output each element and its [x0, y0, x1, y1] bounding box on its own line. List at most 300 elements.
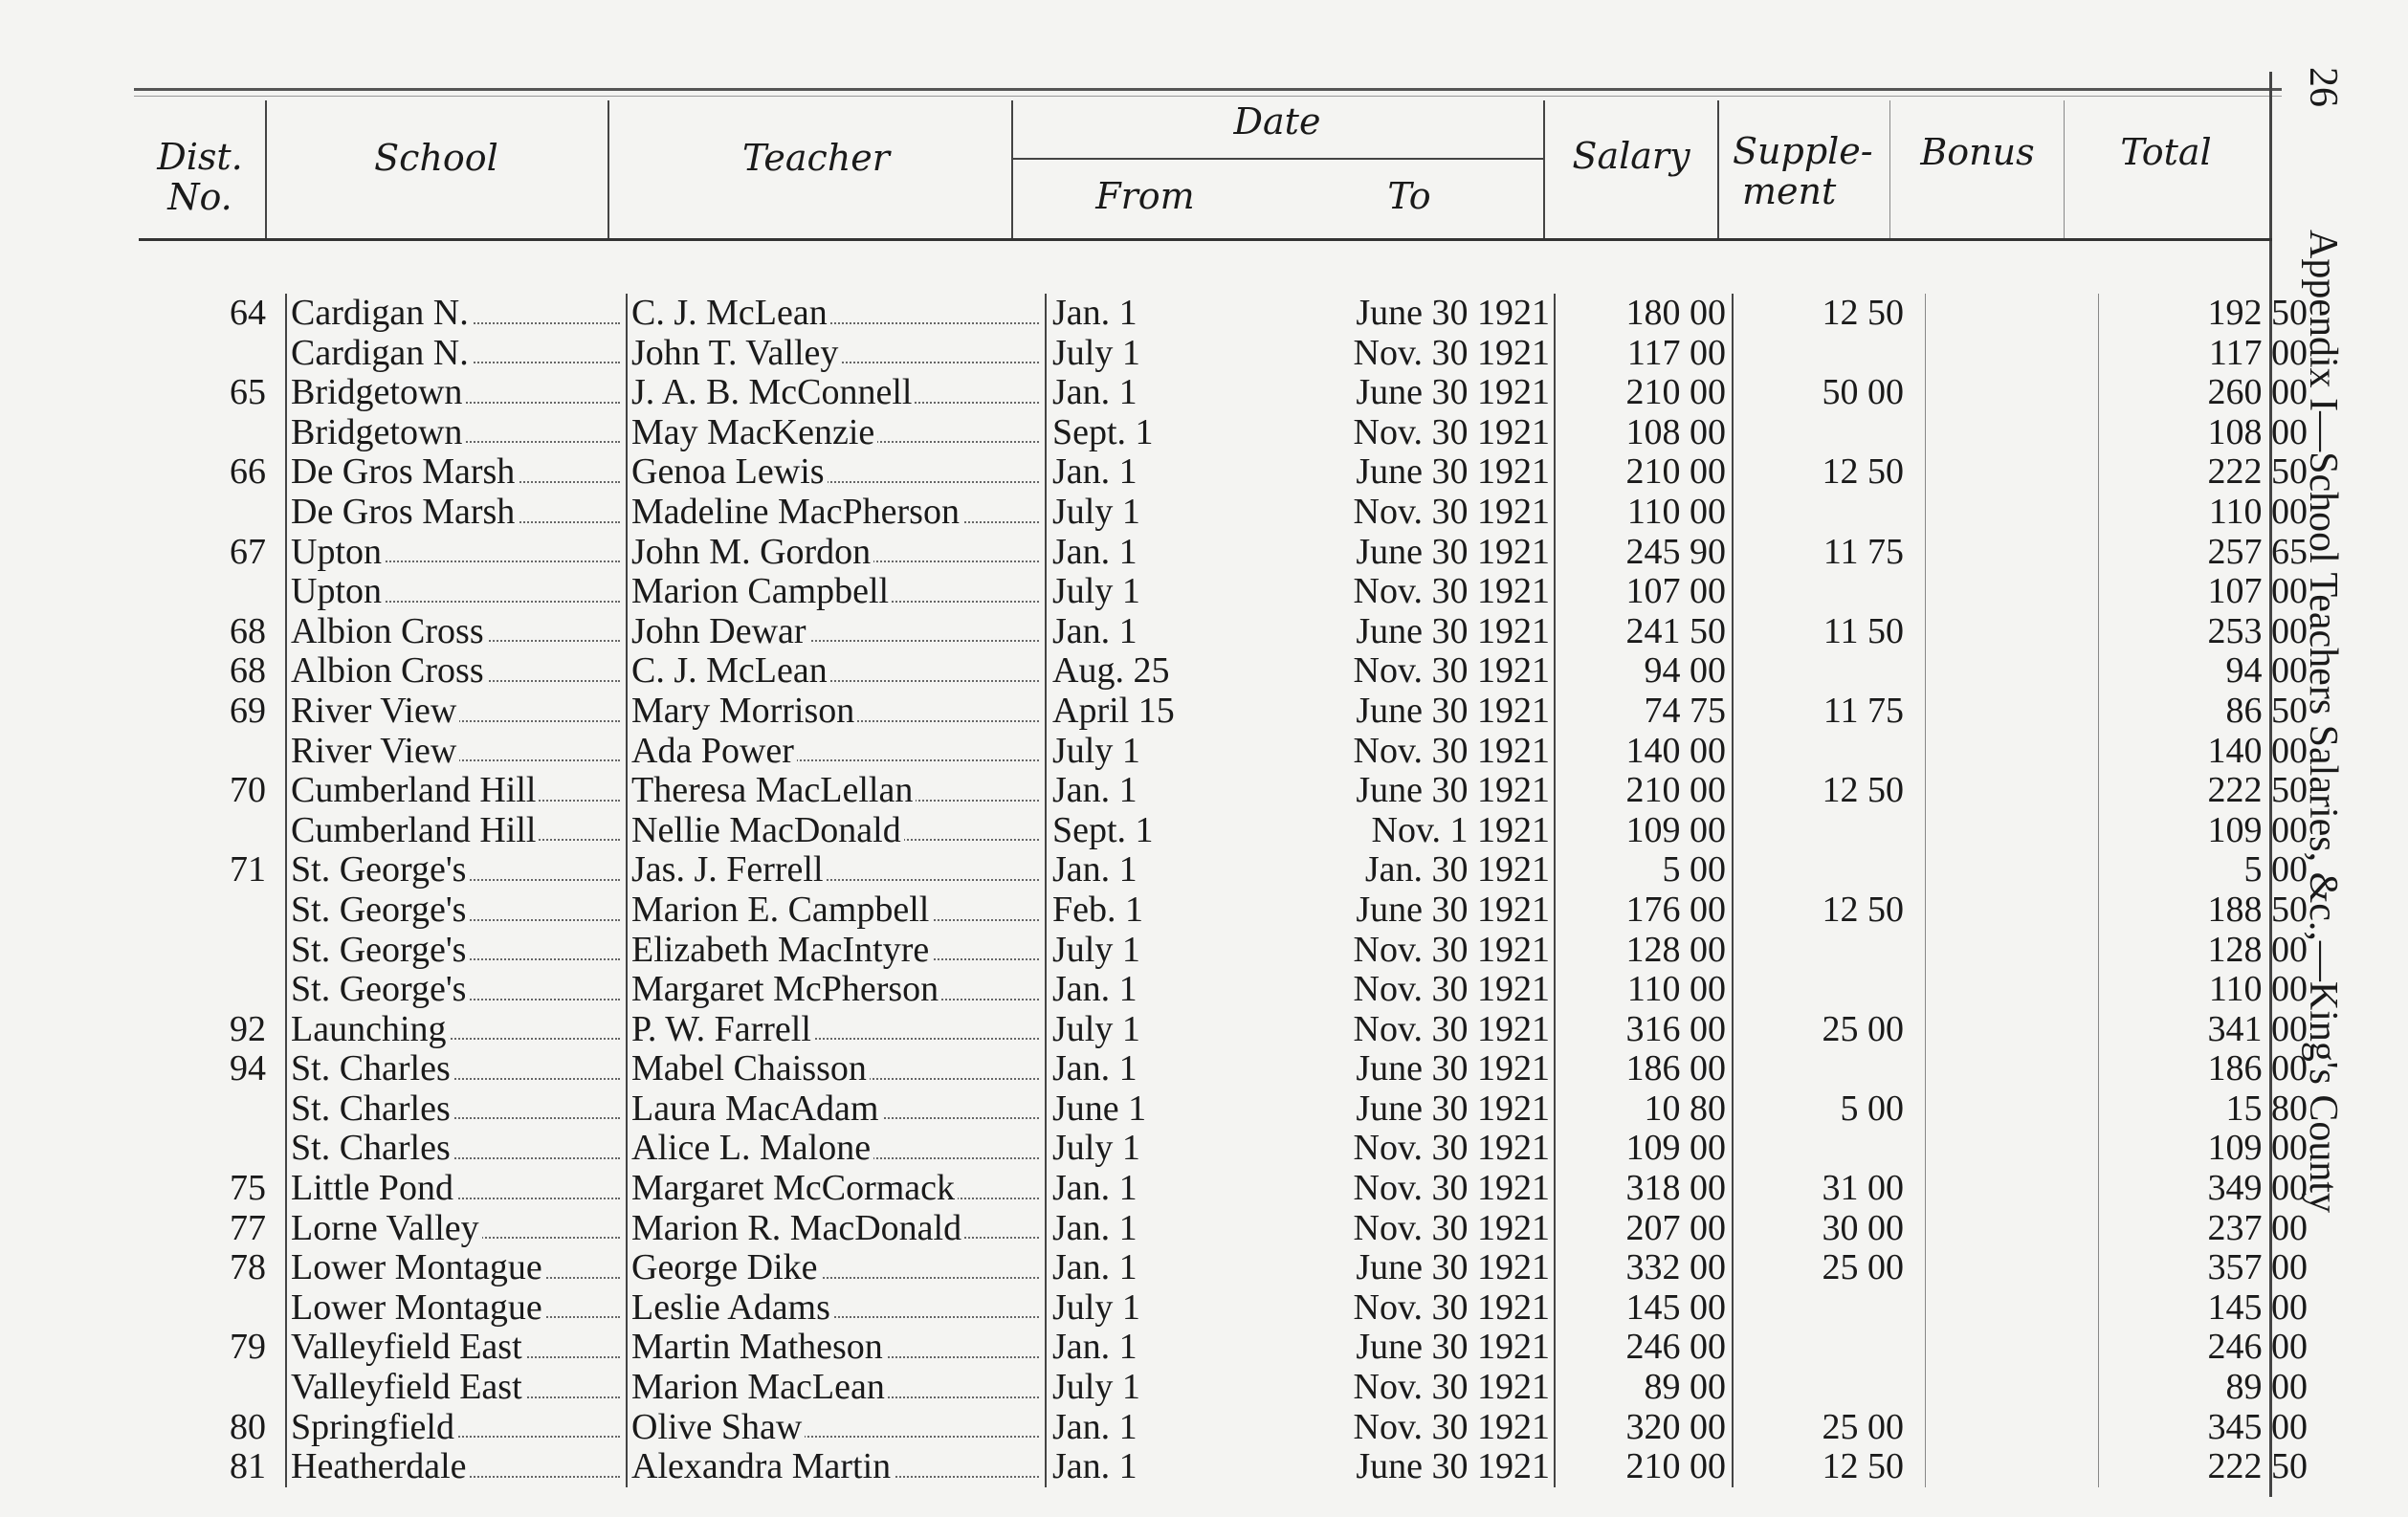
teacher-cell	[627, 1248, 1046, 1288]
teacher-cell	[627, 452, 1046, 493]
dist-cell: 68	[230, 611, 266, 651]
total-cell: 110 00	[2099, 970, 2309, 1010]
bonus-cell	[1926, 373, 2099, 413]
school-cell-text: St. George's	[291, 890, 469, 930]
supplement-cell: 11 50	[1733, 612, 1926, 652]
total-cell: 253 00	[2099, 612, 2309, 652]
to-cell: Nov. 1 1921	[1371, 810, 1550, 850]
salary-cell: 74 75	[1555, 692, 1733, 732]
from-cell: Jan. 1	[1046, 1169, 1301, 1209]
to-cell: June 30 1921	[1356, 373, 1550, 413]
teacher-cell	[627, 1328, 1046, 1368]
teacher-cell	[627, 1209, 1046, 1249]
table-row	[139, 1089, 2308, 1130]
teacher-cell	[627, 811, 1046, 851]
teacher-cell	[627, 692, 1046, 732]
to-cell: June 30 1921	[1356, 452, 1550, 493]
school-cell	[286, 1209, 627, 1249]
dist-cell: 81	[230, 1447, 266, 1487]
to-cell: June 30 1921	[1356, 890, 1550, 930]
from-cell: Jan. 1	[1046, 612, 1301, 652]
salary-cell: 318 00	[1555, 1169, 1733, 1209]
from-cell: Jan. 1	[1046, 850, 1301, 890]
salary-cell: 176 00	[1555, 890, 1733, 931]
header-dist-label: Dist.	[157, 136, 243, 178]
table-row	[139, 1408, 2308, 1448]
teacher-cell	[627, 1049, 1046, 1089]
teacher-cell-text: John M. Gordon	[631, 533, 873, 572]
to-cell: Nov. 30 1921	[1353, 1407, 1550, 1447]
school-cell-text: St. George's	[291, 850, 469, 890]
school-cell-text: Cardigan N.	[291, 294, 472, 333]
table-row	[139, 373, 2308, 413]
salary-cell: 210 00	[1555, 1447, 1733, 1487]
total-cell: 128 00	[2099, 931, 2309, 971]
school-cell-text: Springfield	[291, 1408, 457, 1447]
dist-cell	[139, 890, 286, 931]
to-cell: Nov. 30 1921	[1353, 1368, 1550, 1408]
bonus-cell	[1926, 1447, 2099, 1487]
from-cell: July 1	[1046, 572, 1301, 612]
header-teacher: Teacher	[742, 137, 890, 179]
school-cell-text: Valleyfield East	[291, 1368, 525, 1407]
from-cell: June 1	[1046, 1089, 1301, 1130]
salary-cell: 110 00	[1555, 493, 1733, 533]
school-cell	[286, 294, 627, 334]
page-number: 26	[2301, 67, 2345, 107]
supplement-cell: 31 00	[1733, 1169, 1926, 1209]
teacher-cell-text: John T. Valley	[631, 334, 841, 373]
salary-table	[139, 294, 2308, 1487]
school-cell	[286, 1129, 627, 1169]
school-cell	[286, 1248, 627, 1288]
supplement-cell	[1733, 1368, 1926, 1408]
table-row	[139, 493, 2308, 533]
teacher-cell	[627, 1089, 1046, 1130]
teacher-cell-text: C. J. McLean	[631, 294, 830, 333]
salary-cell: 320 00	[1555, 1408, 1733, 1448]
total-cell: 186 00	[2099, 1049, 2309, 1089]
school-cell-text: Upton	[291, 572, 385, 611]
school-cell-text: Upton	[291, 533, 385, 572]
teacher-cell-text: Leslie Adams	[631, 1288, 833, 1328]
salary-cell: 109 00	[1555, 1129, 1733, 1169]
salary-table-body	[139, 294, 2308, 1487]
dist-cell	[139, 931, 286, 971]
table-row	[139, 413, 2308, 453]
salary-cell: 107 00	[1555, 572, 1733, 612]
teacher-cell-text: Theresa MacLellan	[631, 771, 916, 810]
table-header	[139, 100, 2272, 240]
teacher-cell	[627, 1010, 1046, 1050]
table-row	[139, 771, 2308, 811]
teacher-cell	[627, 1129, 1046, 1169]
school-cell	[286, 970, 627, 1010]
total-cell: 94 00	[2099, 651, 2309, 692]
dist-cell	[139, 1288, 286, 1329]
dist-cell: 94	[230, 1049, 266, 1089]
header-to: To	[1387, 175, 1431, 217]
total-cell: 89 00	[2099, 1368, 2309, 1408]
school-cell	[286, 533, 627, 573]
to-cell: Nov. 30 1921	[1353, 930, 1550, 970]
dist-cell: 77	[230, 1208, 266, 1248]
school-cell-text: Albion Cross	[291, 612, 487, 651]
teacher-cell-text: Marion Campbell	[631, 572, 892, 611]
header-total: Total	[2120, 131, 2212, 173]
school-cell-text: St. Charles	[291, 1129, 453, 1168]
teacher-cell-text: Alexandra Martin	[631, 1447, 894, 1486]
salary-cell: 110 00	[1555, 970, 1733, 1010]
salary-cell: 210 00	[1555, 771, 1733, 811]
dist-cell: 75	[230, 1169, 266, 1209]
bonus-cell	[1926, 572, 2099, 612]
bonus-cell	[1926, 692, 2099, 732]
teacher-cell-text: P. W. Farrell	[631, 1010, 814, 1049]
date-sub-rule	[1013, 158, 1543, 160]
supplement-cell: 12 50	[1733, 890, 1926, 931]
supplement-cell: 11 75	[1733, 533, 1926, 573]
salary-cell: 186 00	[1555, 1049, 1733, 1089]
table-row	[139, 1288, 2308, 1329]
bonus-cell	[1926, 1089, 2099, 1130]
teacher-cell-text: George Dike	[631, 1248, 821, 1287]
to-cell: June 30 1921	[1356, 1049, 1550, 1089]
bonus-cell	[1926, 931, 2099, 971]
to-cell: June 30 1921	[1356, 611, 1550, 651]
school-cell-text: St. George's	[291, 970, 469, 1009]
dist-cell: 67	[230, 532, 266, 572]
school-cell-text: St. Charles	[291, 1089, 453, 1129]
supplement-cell: 50 00	[1733, 373, 1926, 413]
supplement-cell: 12 50	[1733, 452, 1926, 493]
teacher-cell-text: Margaret McPherson	[631, 970, 941, 1009]
header-school: School	[374, 137, 498, 179]
teacher-cell-text: Marion E. Campbell	[631, 890, 932, 930]
salary-cell: 207 00	[1555, 1209, 1733, 1249]
from-cell: Jan. 1	[1046, 373, 1301, 413]
dist-cell: 70	[230, 771, 266, 811]
school-cell	[286, 1049, 627, 1089]
table-row	[139, 1328, 2308, 1368]
side-title: Appendix I—School Teachers Salaries, &c.,—King's County	[2301, 230, 2345, 1214]
school-cell	[286, 850, 627, 890]
school-cell-text: River View	[291, 692, 459, 731]
school-cell-text: Bridgetown	[291, 373, 465, 412]
supplement-cell	[1733, 1049, 1926, 1089]
dist-cell: 69	[230, 691, 266, 731]
bonus-cell	[1926, 970, 2099, 1010]
from-cell: Jan. 1	[1046, 452, 1301, 493]
teacher-cell-text: Laura MacAdam	[631, 1089, 882, 1129]
table-row	[139, 931, 2308, 971]
to-cell: Nov. 30 1921	[1353, 1129, 1550, 1169]
bonus-cell	[1926, 1288, 2099, 1329]
teacher-cell	[627, 334, 1046, 374]
header-sep	[2064, 100, 2065, 240]
school-cell-text: St. Charles	[291, 1049, 453, 1088]
to-cell: Nov. 30 1921	[1353, 333, 1550, 373]
dist-cell: 78	[230, 1248, 266, 1288]
teacher-cell	[627, 572, 1046, 612]
school-cell-text: Lower Montague	[291, 1288, 545, 1328]
from-cell: July 1	[1046, 1010, 1301, 1050]
table-row	[139, 1010, 2308, 1050]
school-cell	[286, 334, 627, 374]
total-cell: 140 00	[2099, 732, 2309, 772]
table-row	[139, 1368, 2308, 1408]
total-cell: 86 50	[2099, 692, 2309, 732]
dist-cell: 68	[230, 651, 266, 692]
from-cell: July 1	[1046, 493, 1301, 533]
school-cell	[286, 732, 627, 772]
teacher-cell	[627, 1288, 1046, 1329]
salary-cell: 246 00	[1555, 1328, 1733, 1368]
to-cell: June 30 1921	[1356, 1248, 1550, 1288]
dist-cell	[139, 811, 286, 851]
supplement-cell: 25 00	[1733, 1010, 1926, 1050]
salary-cell: 245 90	[1555, 533, 1733, 573]
top-rule-thin	[134, 96, 2282, 97]
dist-cell: 71	[230, 850, 266, 890]
from-cell: July 1	[1046, 931, 1301, 971]
from-cell: Jan. 1	[1046, 970, 1301, 1010]
salary-cell: 108 00	[1555, 413, 1733, 453]
teacher-cell-text: Marion R. MacDonald	[631, 1209, 964, 1248]
teacher-cell-text: C. J. McLean	[631, 651, 830, 691]
from-cell: July 1	[1046, 1288, 1301, 1329]
school-cell	[286, 572, 627, 612]
salary-cell: 332 00	[1555, 1248, 1733, 1288]
total-cell: 237 00	[2099, 1209, 2309, 1249]
top-rule	[134, 88, 2282, 91]
to-cell: Nov. 30 1921	[1353, 412, 1550, 452]
table-row	[139, 1169, 2308, 1209]
teacher-cell-text: J. A. B. McConnell	[631, 373, 915, 412]
to-cell: Nov. 30 1921	[1353, 651, 1550, 692]
total-cell: 15 80	[2099, 1089, 2309, 1130]
header-salary: Salary	[1572, 135, 1690, 177]
school-cell-text: Albion Cross	[291, 651, 487, 691]
school-cell	[286, 651, 627, 692]
table-row	[139, 294, 2308, 334]
school-cell	[286, 612, 627, 652]
school-cell-text: Launching	[291, 1010, 450, 1049]
header-sep	[1889, 100, 1890, 240]
total-cell: 107 00	[2099, 572, 2309, 612]
dist-cell	[139, 413, 286, 453]
bonus-cell	[1926, 811, 2099, 851]
teacher-cell	[627, 533, 1046, 573]
teacher-cell	[627, 612, 1046, 652]
bonus-cell	[1926, 732, 2099, 772]
school-cell	[286, 890, 627, 931]
school-cell-text: Lower Montague	[291, 1248, 545, 1287]
teacher-cell-text: John Dewar	[631, 612, 809, 651]
school-cell-text: De Gros Marsh	[291, 493, 518, 532]
supplement-cell: 25 00	[1733, 1408, 1926, 1448]
teacher-cell-text: Alice L. Malone	[631, 1129, 873, 1168]
dist-cell	[139, 572, 286, 612]
header-from: From	[1095, 175, 1195, 217]
supplement-cell	[1733, 850, 1926, 890]
total-cell: 117 00	[2099, 334, 2309, 374]
from-cell: Sept. 1	[1046, 811, 1301, 851]
teacher-cell	[627, 493, 1046, 533]
supplement-cell	[1733, 493, 1926, 533]
teacher-cell	[627, 890, 1046, 931]
from-cell: Jan. 1	[1046, 1447, 1301, 1487]
teacher-cell-text: Genoa Lewis	[631, 452, 828, 492]
school-cell-text: Heatherdale	[291, 1447, 470, 1486]
total-cell: 257 65	[2099, 533, 2309, 573]
bonus-cell	[1926, 1010, 2099, 1050]
school-cell	[286, 1288, 627, 1329]
table-row	[139, 1447, 2308, 1487]
supplement-cell	[1733, 1129, 1926, 1169]
supplement-cell	[1733, 970, 1926, 1010]
table-row	[139, 533, 2308, 573]
total-cell: 192 50	[2099, 294, 2309, 334]
to-cell: Nov. 30 1921	[1353, 970, 1550, 1010]
bonus-cell	[1926, 612, 2099, 652]
header-supp-line2: ment	[1742, 170, 1837, 212]
supplement-cell	[1733, 931, 1926, 971]
dist-cell	[139, 493, 286, 533]
teacher-cell	[627, 732, 1046, 772]
total-cell: 188 50	[2099, 890, 2309, 931]
from-cell: Jan. 1	[1046, 1209, 1301, 1249]
bonus-cell	[1926, 850, 2099, 890]
salary-cell: 210 00	[1555, 373, 1733, 413]
school-cell-text: Valleyfield East	[291, 1328, 525, 1367]
to-cell: Nov. 30 1921	[1353, 572, 1550, 612]
teacher-cell	[627, 1408, 1046, 1448]
school-cell-text: Lorne Valley	[291, 1209, 482, 1248]
from-cell: July 1	[1046, 1129, 1301, 1169]
supplement-cell	[1733, 334, 1926, 374]
teacher-cell	[627, 651, 1046, 692]
to-cell: June 30 1921	[1356, 691, 1550, 731]
school-cell	[286, 692, 627, 732]
from-cell: Feb. 1	[1046, 890, 1301, 931]
table-row	[139, 850, 2308, 890]
total-cell: 109 00	[2099, 811, 2309, 851]
teacher-cell-text: Elizabeth MacIntyre	[631, 931, 932, 970]
bonus-cell	[1926, 1129, 2099, 1169]
total-cell: 341 00	[2099, 1010, 2309, 1050]
dist-cell	[139, 334, 286, 374]
school-cell	[286, 1447, 627, 1487]
from-cell: April 15	[1046, 692, 1301, 732]
header-dist	[139, 137, 261, 217]
school-cell	[286, 1089, 627, 1130]
supplement-cell: 12 50	[1733, 1447, 1926, 1487]
from-cell: Jan. 1	[1046, 1049, 1301, 1089]
from-cell: July 1	[1046, 1368, 1301, 1408]
bonus-cell	[1926, 493, 2099, 533]
teacher-cell-text: Martin Matheson	[631, 1328, 886, 1367]
school-cell	[286, 373, 627, 413]
teacher-cell	[627, 294, 1046, 334]
total-cell: 110 00	[2099, 493, 2309, 533]
teacher-cell-text: Ada Power	[631, 732, 797, 771]
bonus-cell	[1926, 1209, 2099, 1249]
from-cell: July 1	[1046, 334, 1301, 374]
total-cell: 108 00	[2099, 413, 2309, 453]
bonus-cell	[1926, 651, 2099, 692]
dist-cell	[139, 1368, 286, 1408]
supplement-cell: 30 00	[1733, 1209, 1926, 1249]
supplement-cell: 11 75	[1733, 692, 1926, 732]
teacher-cell	[627, 970, 1046, 1010]
supplement-cell	[1733, 572, 1926, 612]
bonus-cell	[1926, 1169, 2099, 1209]
header-bottom-rule	[139, 238, 2272, 241]
table-row	[139, 811, 2308, 851]
supplement-cell	[1733, 811, 1926, 851]
bonus-cell	[1926, 1248, 2099, 1288]
total-cell: 222 50	[2099, 1447, 2309, 1487]
school-cell	[286, 1368, 627, 1408]
salary-cell: 10 80	[1555, 1089, 1733, 1130]
to-cell: June 30 1921	[1356, 771, 1550, 811]
header-bonus: Bonus	[1920, 131, 2035, 173]
school-cell	[286, 811, 627, 851]
supplement-cell	[1733, 651, 1926, 692]
table-row	[139, 970, 2308, 1010]
supplement-cell: 12 50	[1733, 294, 1926, 334]
to-cell: June 30 1921	[1356, 532, 1550, 572]
dist-cell: 92	[230, 1009, 266, 1049]
table-row	[139, 334, 2308, 374]
bonus-cell	[1926, 1049, 2099, 1089]
dist-cell: 65	[230, 373, 266, 413]
school-cell-text: River View	[291, 732, 459, 771]
salary-cell: 128 00	[1555, 931, 1733, 971]
school-cell-text: Bridgetown	[291, 413, 465, 452]
header-supp-line1: Supple-	[1733, 130, 1873, 172]
supplement-cell	[1733, 1288, 1926, 1329]
teacher-cell-text: Olive Shaw	[631, 1408, 805, 1447]
from-cell: Jan. 1	[1046, 1328, 1301, 1368]
dist-cell: 80	[230, 1407, 266, 1447]
supplement-cell	[1733, 1328, 1926, 1368]
teacher-cell-text: Margaret McCormack	[631, 1169, 958, 1208]
salary-cell: 140 00	[1555, 732, 1733, 772]
salary-cell: 89 00	[1555, 1368, 1733, 1408]
school-cell-text: Cardigan N.	[291, 334, 472, 373]
to-cell: June 30 1921	[1356, 1447, 1550, 1487]
salary-cell: 109 00	[1555, 811, 1733, 851]
school-cell	[286, 1328, 627, 1368]
total-cell: 222 50	[2099, 452, 2309, 493]
from-cell: Jan. 1	[1046, 533, 1301, 573]
table-row	[139, 572, 2308, 612]
teacher-cell	[627, 413, 1046, 453]
school-cell-text: St. George's	[291, 931, 469, 970]
bonus-cell	[1926, 413, 2099, 453]
bonus-cell	[1926, 1328, 2099, 1368]
total-cell: 145 00	[2099, 1288, 2309, 1329]
teacher-cell	[627, 931, 1046, 971]
school-cell	[286, 413, 627, 453]
table-row	[139, 1209, 2308, 1249]
to-cell: Nov. 30 1921	[1353, 1208, 1550, 1248]
to-cell: Nov. 30 1921	[1353, 492, 1550, 532]
supplement-cell	[1733, 413, 1926, 453]
table-row	[139, 1129, 2308, 1169]
